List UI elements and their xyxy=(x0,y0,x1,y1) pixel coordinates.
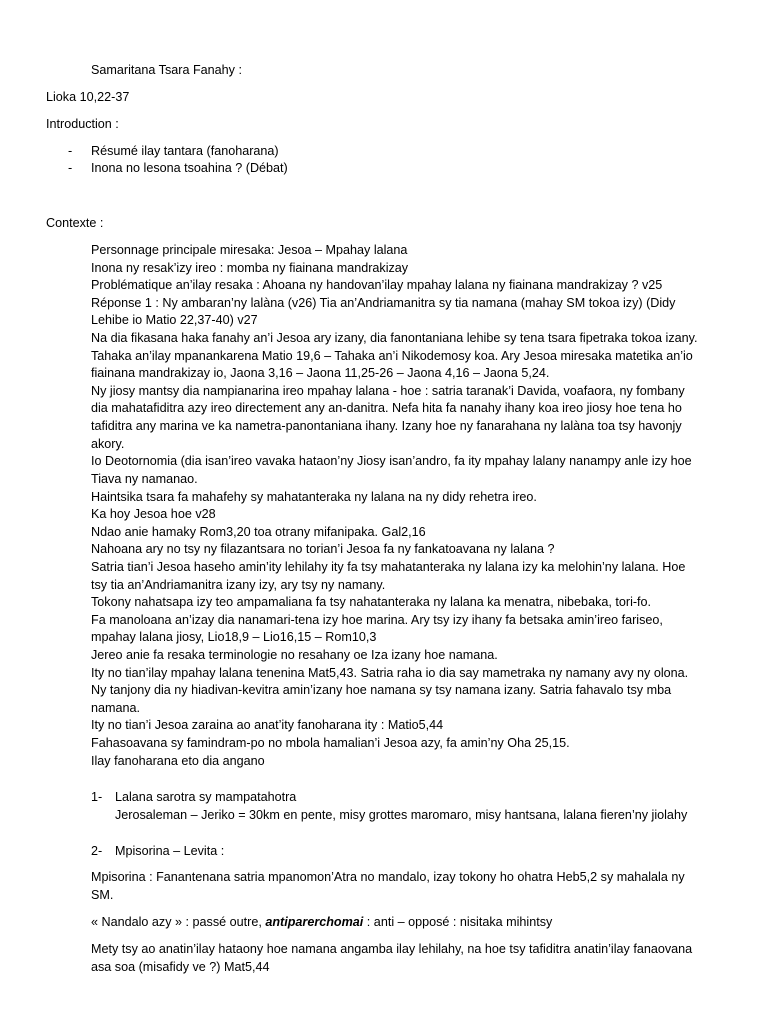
context-line: tafiditra any marina ve ka nametra-panontaniana ihany. Izany hoe ny fanarahana ny lalàna toa tsy havonjy xyxy=(91,419,682,433)
list-number: 1- xyxy=(91,790,103,804)
context-line: namana. xyxy=(91,701,141,715)
context-line: Na dia fikasana haka fanahy an’i Jesoa ary izany, dia fanontaniana lehibe sy tena tsara fipetraka tokoa izany. xyxy=(91,331,698,345)
context-line: tsy tia an’Andriamanitra izany izy, ary tsy ny namany. xyxy=(91,578,386,592)
context-line: Inona ny resak’izy ireo : momba ny fiainana mandrakizay xyxy=(91,261,409,275)
paragraph-line: Mpisorina : Fanantenana satria mpanomon’Atra no mandalo, izay tokony ho ohatra Heb5,2 sy mahalala ny xyxy=(91,870,685,884)
paragraph-text: « Nandalo azy » : passé outre, xyxy=(91,915,266,929)
context-line: mpahay lalana jiosy, Lio18,9 – Lio16,15 – Rom10,3 xyxy=(91,630,377,644)
context-line: Lehibe io Matio 22,37-40) v27 xyxy=(91,313,258,327)
paragraph-line: SM. xyxy=(91,888,114,902)
list-item: Inona no lesona tsoahina ? (Débat) xyxy=(91,161,288,175)
context-line: Ka hoy Jesoa hoe v28 xyxy=(91,507,216,521)
context-line: Ndao anie hamaky Rom3,20 toa otrany mifanipaka. Gal2,16 xyxy=(91,525,426,539)
context-line: Satria tian’i Jesoa haseho amin’ity lehilahy ity fa tsy mahatanteraka ny lalana izy ka melohin’ny lalana. Hoe xyxy=(91,560,686,574)
context-line: Ny tanjony dia ny hiadivan-kevitra amin’izany hoe namana sy tsy namana izany. Satria fahavalo tsy mba xyxy=(91,683,672,697)
context-line: akory. xyxy=(91,437,125,451)
list-number: 2- xyxy=(91,844,103,858)
context-line: Tokony nahatsapa izy teo ampamaliana fa tsy nahatanteraka ny lalana ka menatra, nibebaka, tori-fo. xyxy=(91,595,652,609)
document-title: Samaritana Tsara Fanahy : xyxy=(91,63,242,77)
scripture-reference: Lioka 10,22-37 xyxy=(46,90,130,104)
context-line: Haintsika tsara fa mahafehy sy mahatanteraka ny lalana na ny didy rehetra ireo. xyxy=(91,490,537,504)
paragraph-text: : anti – opposé : nisitaka mihintsy xyxy=(363,915,553,929)
list-bullet: - xyxy=(68,144,73,158)
greek-term: antiparerchomai xyxy=(265,915,364,929)
context-line: Io Deotornomia (dia isan’ireo vavaka hataon’ny Jiosy isan’andro, fa ity mpahay lalany nanampy anle izy hoe xyxy=(91,454,692,468)
context-line: dia mahatafiditra azy ireo directement any an-danitra. Nefa hita fa nanahy ihany koa ireo jiosy hoe tena ho xyxy=(91,401,682,415)
context-line: Réponse 1 : Ny ambaran’ny lalàna (v26) Tia an’Andriamanitra sy tia namana (mahay SM tokoa izy) (Didy xyxy=(91,296,676,310)
context-line: Problématique an’ilay resaka : Ahoana ny handovan’ilay mpahay lalana ny fiainana mandrakizay ? v25 xyxy=(91,278,663,292)
numbered-heading: Mpisorina – Levita : xyxy=(115,844,225,858)
context-line: Ity no tian’ilay mpahay lalana tenenina Mat5,43. Satria raha io dia say mametraka ny namany avy ny olona. xyxy=(91,666,689,680)
numbered-detail: Jerosaleman – Jeriko = 30km en pente, misy grottes maromaro, misy hantsana, lalana fieren’ny jiolahy xyxy=(115,808,688,822)
list-item: Résumé ilay tantara (fanoharana) xyxy=(91,144,279,158)
list-bullet: - xyxy=(68,161,73,175)
context-line: Jereo anie fa resaka terminologie no resahany oe Iza izany hoe namana. xyxy=(91,648,498,662)
context-line: fiainana mandrakizay io, Jaona 3,16 – Jaona 11,25-26 – Jaona 4,16 – Jaona 5,24. xyxy=(91,366,550,380)
context-line: Fahasoavana sy famindram-po no mbola hamalian’i Jesoa azy, fa amin’ny Oha 25,15. xyxy=(91,736,570,750)
paragraph-line xyxy=(91,914,552,932)
context-line: Ilay fanoharana eto dia angano xyxy=(91,754,265,768)
context-line: Fa manoloana an’izay dia nanamari-tena izy hoe marina. Ary tsy izy ihany fa betsaka amin’ireo fariseo, xyxy=(91,613,663,627)
paragraph-line: Mety tsy ao anatin’ilay hataony hoe namana angamba ilay lehilahy, na hoe tsy tafiditra anatin’ilay fanaovana xyxy=(91,942,693,956)
context-line: Ity no tian’i Jesoa zaraina ao anat’ity fanoharana ity : Matio5,44 xyxy=(91,718,444,732)
context-line: Ny jiosy mantsy dia nampianarina ireo mpahay lalana - hoe : satria taranak’i Davida, voafaora, ny fombany xyxy=(91,384,685,398)
context-line: Nahoana ary no tsy ny filazantsara no torian’i Jesoa fa ny fankatoavana ny lalana ? xyxy=(91,542,555,556)
introduction-heading: Introduction : xyxy=(46,117,119,131)
numbered-heading: Lalana sarotra sy mampatahotra xyxy=(115,790,297,804)
context-heading: Contexte : xyxy=(46,216,104,230)
context-line: Tiava ny namanao. xyxy=(91,472,198,486)
context-line: Personnage principale miresaka: Jesoa – Mpahay lalana xyxy=(91,243,408,257)
paragraph-line: asa soa (misafidy ve ?) Mat5,44 xyxy=(91,960,270,974)
context-line: Tahaka an’ilay mpanankarena Matio 19,6 – Tahaka an’i Nikodemosy koa. Ary Jesoa miresaka matetika an’io xyxy=(91,349,693,363)
